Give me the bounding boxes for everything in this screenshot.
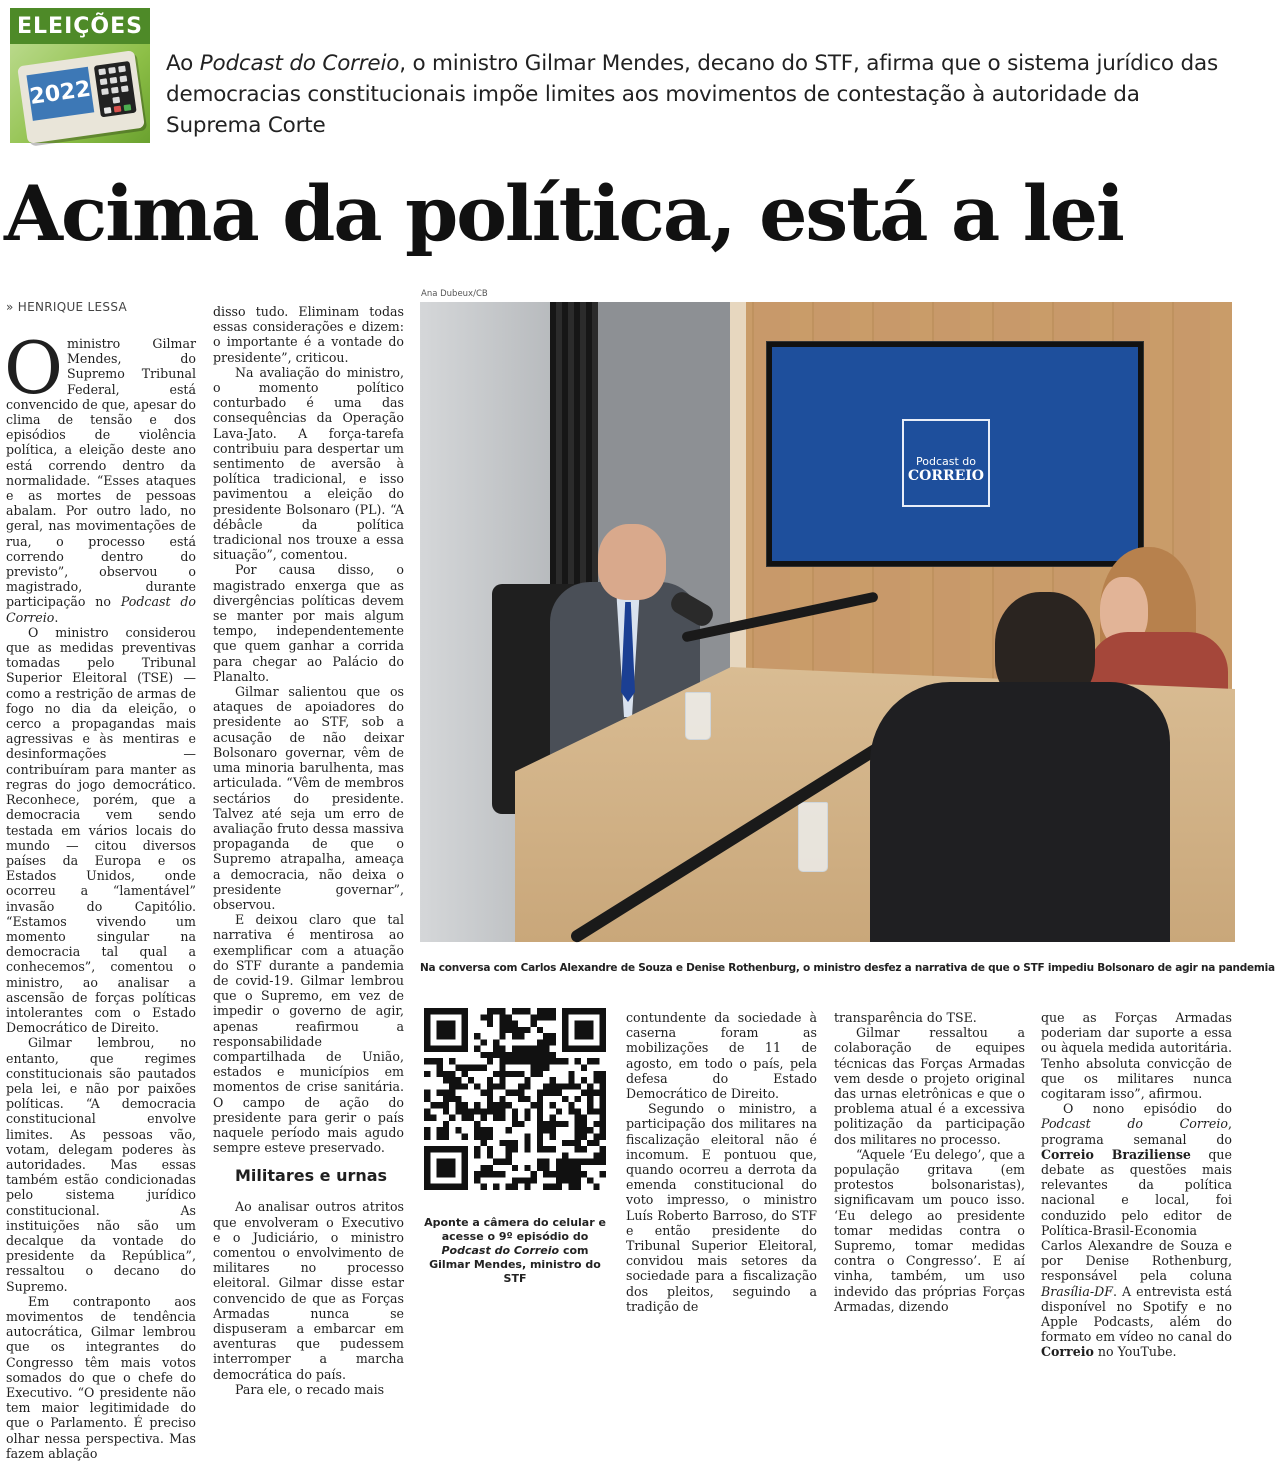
podcast-logo-line2: CORREIO [907,468,985,484]
paragraph [1041,1101,1232,1359]
qr-code-icon [424,1008,606,1190]
paragraph-text: que debate as questões mais relevantes da política nacional e local, foi conduzido pelo editor de Política-Brasil-Economia Carlos Alexandre de Souza e por Denise Rothenburg, responsável pela coluna [1041,1146,1232,1284]
paragraph-text: . A entrevista está disponível no Spotify e no Apple Podcasts, além do formato em vídeo no canal do [1041,1283,1232,1345]
photo-glass [685,692,711,740]
photo-credit: Ana Dubeux/CB [421,289,488,299]
paragraph: transparência do TSE. [834,1010,977,1025]
photo-caption: Na conversa com Carlos Alexandre de Souza e Denise Rothenburg, o ministro desfez a narrativa de que o STF impediu Bolsonaro de agir na pandemia [420,962,1275,974]
paragraph: E deixou claro que tal narrativa é mentirosa ao exemplificar com a atuação do STF durante a pandemia de covid-19. Gilmar lembrou que o Supremo, em vez de impedir o governo de agir, apenas reafirmou a responsabilidade compartilhada de União, estados e municípios em momentos de crise sanitária. O campo de ação do presidente para gerir o país naquele período mais agudo sempre esteve preservado. [213,912,404,1156]
paragraph-text: , programa semanal do [1041,1116,1232,1147]
paragraph: Em contraponto aos movimentos de tendência autocrática, Gilmar lembrou que os integrantes do Congresso têm mais votos somados do que o chefe do Executivo. “O presidente não tem maior legitimidade do que o Parlamento. É preciso olhar nessa perspectiva. Mas fazem ablação [6,1293,196,1461]
paragraph: disso tudo. Eliminam todas essas considerações e dizem: o importante é a vontade do presidente”, criticou. [213,304,404,365]
tv-screen [767,342,1143,566]
qr-caption-podcast: Podcast do Correio [441,1244,560,1257]
photo-glass [798,802,828,872]
paragraph: O ministro considerou que as medidas preventivas tomadas pelo Tribunal Superior Eleitoral (TSE) — como a restrição de armas de fogo no dia da eleição, o cerco a propagandas mais agressivas e às mentiras e desinformações — contribuíram para manter as regras do jogo democrático. Reconhece, porém, que a democracia vem sendo testada em vários locais do mundo — citou diversos países da Europa e os Estados Unidos, onde ocorreu a “lamentável” invasão do Capitólio. “Estamos vivendo um momento singular na democracia tal qual a conhecemos”, comentou o ministro, ao analisar a ascensão de forças políticas intolerantes com o Estado Democrático de Direito. [6,624,196,1036]
paragraph: “Aquele ‘Eu delego’, que a população gritava (em protestos bolsonaristas), significavam um pouco isso. ‘Eu delego ao presidente tomar medidas contra o Supremo, tomar medidas contra o Congresso’. E aí vinha, também, um uso indevido das próprias Forças Armadas, dizendo [834,1146,1025,1314]
paragraph: Gilmar salientou que os ataques de apoiadores do presidente ao STF, sob a acusação de não deixar Bolsonaro governar, vêm de uma minoria barulhenta, mas articulada. “Vêm de membros sectários do presidente. Talvez até seja um erro de avaliação fruto dessa massiva propaganda de que o Supremo atrapalha, ameaça a democracia, não deixa o presidente governar”, observou. [213,684,404,912]
paragraph: Na avaliação do ministro, o momento político conturbado é uma das consequências da Operação Lava-Jato. A força-tarefa contribuiu para despertar um sentimento de aversão à política tradicional, e isso pavimentou a eleição do presidente Bolsonaro (PL). “A débâcle da política tradicional nos trouxe a essa situação”, comentou. [213,364,404,563]
qr-caption-text: Aponte a câmera do celular e acesse o 9º episódio do [424,1216,606,1243]
paragraph: Para ele, o recado mais [235,1381,385,1397]
paragraph-text: . [54,609,59,625]
paragraph: Ao analisar outros atritos que envolveram o Executivo e o Judiciário, o ministro comentou o envolvimento de militares no processo eleitoral. Gilmar disse estar convencido de que as Forças Armadas nunca se dispuseram a embarcar em aventuras que pudessem interromper a marcha democrática do país. [213,1199,404,1382]
photo-person-host-2 [870,682,1170,942]
byline: » HENRIQUE LESSA [6,300,127,314]
photo-head [598,524,666,600]
deck-text: Ao [166,51,200,76]
article-column-2 [213,304,404,1397]
paragraph-text: O nono episódio do [1063,1101,1232,1117]
newspaper-name: Correio Braziliense [1041,1146,1191,1162]
paragraph-text: no YouTube. [1093,1344,1177,1360]
article-column-1 [4,326,196,1461]
article-column-4 [834,1010,1025,1314]
podcast-logo [902,419,990,507]
section-subhead: Militares e urnas [235,1166,388,1186]
paragraph [4,326,196,625]
drop-cap: O [4,326,64,410]
paragraph: contundente da sociedade à caserna foram as mobilizações de 11 de agosto, em todo o país, pela defesa do Estado Democrático de Direito. [626,1010,817,1102]
article-column-5 [1041,1010,1232,1360]
article-deck [166,48,1226,141]
paragraph-text: ministro Gilmar Mendes, do Supremo Tribunal Federal, está convencido de que, apesar do clima de tensão e dos episódios de violência política, a eleição deste ano está correndo dentro da normalidade. “Esses ataques e as mortes de pessoas abalam. Por outro lado, no geral, nas movimentações de rua, o processo está correndo dentro do previsto”, observou o magistrado, durante participação no [6,336,196,610]
column-name: Brasília-DF [1041,1283,1113,1299]
podcast-studio-photo [420,302,1232,942]
article-column-3 [626,1010,817,1314]
qr-caption-text-rest: com Gilmar Mendes, ministro do STF [429,1244,601,1285]
podcast-name: Podcast do Correio [1041,1116,1228,1132]
paragraph: Segundo o ministro, a participação dos militares na fiscalização eleitoral não é incomum. E pontuou que, quando ocorreu a derrota da emenda constitucional do voto impresso, o ministro Luís Roberto Barroso, do STF e então presidente do Tribunal Superior Eleitoral, convidou mais setores da sociedade para a fiscalização dos pleitos, seguindo a tradição de [626,1101,817,1314]
badge-year: 2022 [26,67,94,121]
podcast-logo-line1: Podcast do [916,455,976,468]
paragraph: que as Forças Armadas poderiam dar suporte a essa ou àquela medida autoritária. Tenho absoluta convicção de que os militares nunca cogitaram isso”, afirmou. [1041,1010,1232,1102]
deck-podcast-name: Podcast do Correio [199,51,400,76]
qr-caption [422,1216,608,1286]
article-headline: Acima da política, está a lei [4,169,1123,258]
ballot-box-icon [17,50,145,144]
podcast-name: Podcast do Correio [6,594,196,625]
elections-2022-badge [10,8,150,143]
newspaper-name: Correio [1041,1344,1094,1360]
deck-text-rest: , o ministro Gilmar Mendes, decano do STF, afirma que o sistema jurídico das democracias constitucionais impõe limites aos movimentos de contestação à autoridade da Suprema Corte [166,51,1218,138]
badge-title: ELEIÇÕES [10,8,150,44]
paragraph: Gilmar ressaltou a colaboração de equipes técnicas das Forças Armadas vem desde o projeto original das urnas eletrônicas e que o problema atual é a excessiva politização da participação dos militares no processo. [834,1025,1025,1147]
keypad-icon [94,61,137,118]
paragraph: Gilmar lembrou, no entanto, que regimes constitucionais são pautados pela lei, e não por paixões políticas. “A democracia constitucional envolve limites. As pessoas vão, votam, delegam poderes às autoridades. Mas essas também estão condicionadas pelo sistema jurídico constitucional. As instituições não são um decalque da vontade do presidente da República”, ressaltou o decano do Supremo. [6,1035,196,1294]
paragraph: Por causa disso, o magistrado enxerga que as divergências políticas devem se manter por mais algum tempo, independentemente que quem ganhar a corrida para chegar ao Palácio do Planalto. [213,562,404,684]
